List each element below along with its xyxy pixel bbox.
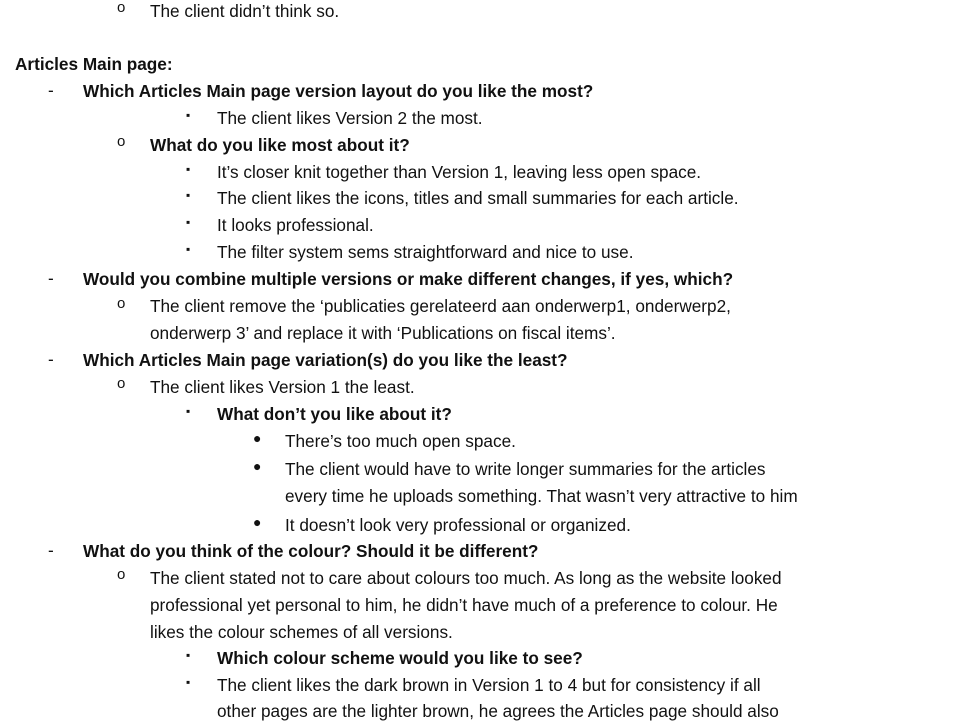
square-bullet-icon: ▪ [186, 648, 191, 662]
dash-bullet-icon: - [48, 80, 54, 100]
text-line: The client likes the dark brown in Version 1 to 4 but for consistency if all [217, 675, 761, 695]
sub-question-heading: What don’t you like about it? [217, 404, 452, 424]
text-line: The client likes the icons, titles and small summaries for each article. [217, 188, 739, 208]
question-heading: Would you combine multiple versions or make different changes, if yes, which? [83, 269, 734, 289]
dash-bullet-icon: - [48, 540, 54, 560]
section-heading: Articles Main page: [15, 54, 173, 74]
text-line: The client likes Version 2 the most. [217, 108, 483, 128]
text-line: The client likes Version 1 the least. [150, 377, 415, 397]
square-bullet-icon: ▪ [186, 108, 191, 122]
circle-bullet-icon: o [117, 375, 126, 392]
text-line: onderwerp 3’ and replace it with ‘Publications on fiscal items’. [150, 323, 616, 343]
question-heading: What do you think of the colour? Should it be different? [83, 541, 539, 561]
text-line: There’s too much open space. [285, 431, 516, 451]
square-bullet-icon: ▪ [186, 675, 191, 689]
text-line: The client would have to write longer summaries for the articles [285, 459, 766, 479]
text-line: The client remove the ‘publicaties gerelateerd aan onderwerp1, onderwerp2, [150, 296, 731, 316]
square-bullet-icon: ▪ [186, 242, 191, 256]
sub-question-heading: Which colour scheme would you like to see? [217, 648, 583, 668]
text-line: The client didn’t think so. [150, 1, 340, 21]
text-line: professional yet personal to him, he didn’t have much of a preference to colour. He [150, 595, 778, 615]
text-line: It doesn’t look very professional or organized. [285, 515, 631, 535]
square-bullet-icon: ▪ [186, 162, 191, 176]
square-bullet-icon: ▪ [186, 404, 191, 418]
circle-bullet-icon: o [117, 133, 126, 150]
dash-bullet-icon: - [48, 349, 54, 369]
sub-question-heading: What do you like most about it? [150, 135, 410, 155]
text-line: other pages are the lighter brown, he agrees the Articles page should also [217, 701, 779, 721]
circle-bullet-icon: o [117, 566, 126, 583]
text-line: It’s closer knit together than Version 1, leaving less open space. [217, 162, 702, 182]
square-bullet-icon: ▪ [186, 188, 191, 202]
text-line: every time he uploads something. That wasn’t very attractive to him [285, 486, 798, 506]
dash-bullet-icon: - [48, 268, 54, 288]
circle-bullet-icon: o [117, 295, 126, 312]
circle-bullet-icon: o [117, 0, 126, 16]
text-line: It looks professional. [217, 215, 374, 235]
question-heading: Which Articles Main page version layout do you like the most? [83, 81, 594, 101]
text-line: likes the colour schemes of all versions. [150, 622, 453, 642]
text-line: The client stated not to care about colours too much. As long as the website looked [150, 568, 782, 588]
text-line: The filter system sems straightforward and nice to use. [217, 242, 634, 262]
square-bullet-icon: ▪ [186, 215, 191, 229]
question-heading: Which Articles Main page variation(s) do you like the least? [83, 350, 568, 370]
round-bullet-icon: ● [253, 430, 262, 446]
round-bullet-icon: ● [253, 514, 262, 530]
round-bullet-icon: ● [253, 458, 262, 474]
